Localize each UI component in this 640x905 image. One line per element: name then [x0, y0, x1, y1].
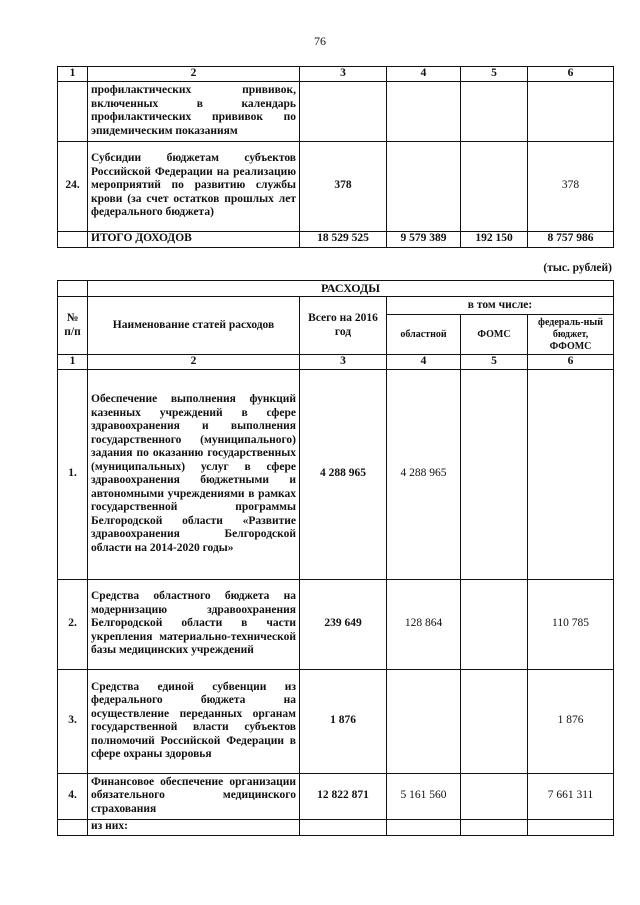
cell-foms: 192 150: [461, 231, 528, 247]
table-row: [58, 819, 614, 835]
col-number: 4: [387, 67, 461, 82]
cell-regional: 9 579 389: [387, 231, 461, 247]
table-row: [58, 579, 614, 669]
header-total: Всего на 2016 год: [300, 297, 387, 355]
cell-total: 239 649: [300, 579, 387, 669]
cell-foms: [461, 141, 528, 231]
cell-regional: [387, 141, 461, 231]
cell-federal: 8 757 986: [528, 231, 614, 247]
row-number: 2.: [58, 579, 88, 669]
col-number: 6: [528, 355, 614, 370]
row-number: [58, 231, 88, 247]
cell-federal: 378: [528, 141, 614, 231]
cell-total: [300, 819, 387, 835]
col-number: 3: [300, 67, 387, 82]
item-name: Средства областного бюджета на модернизацию здравоохранения Белгородской области в части укрепления материально-технической базы медицинских учреждений: [88, 579, 300, 669]
income-table: [57, 66, 614, 248]
row-number: 24.: [58, 141, 88, 231]
page-number: 76: [314, 34, 326, 48]
cell-total: [300, 81, 387, 141]
of-which-label: из них:: [88, 819, 300, 835]
col-number: 4: [387, 355, 461, 370]
cell-regional: 5 161 560: [387, 773, 461, 819]
total-row: [58, 231, 614, 247]
cell-total: 12 822 871: [300, 773, 387, 819]
cell-regional: 128 864: [387, 579, 461, 669]
row-number: [58, 81, 88, 141]
item-name: Субсидии бюджетам субъектов Российской Федерации на реализацию мероприятий по развитию службы крови (за счет остатков прошлых лет федерального бюджета): [88, 141, 300, 231]
cell-federal: 7 661 311: [528, 773, 614, 819]
table-row: [58, 669, 614, 773]
col-number: 5: [461, 67, 528, 82]
cell-foms: [461, 579, 528, 669]
col-number: 2: [88, 355, 300, 370]
item-name: Средства единой субвенции из федерального бюджета на осуществление переданных органам государственной власти субъектов полномочий Российской Федерации в сфере охраны здоровья: [88, 669, 300, 773]
header-including: в том числе:: [387, 297, 614, 315]
item-name: Обеспечение выполнения функций казенных учреждений в сфере здравоохранения и выполнения государственного (муниципального) задания по оказанию государственных (муниципальных) услуг в сфере здравоохранения бюджетными и автономными учреждениями в рамках государственной программы Белгородской области «Развитие здравоохранения Белгородской области на 2014-2020 годы»: [88, 369, 300, 579]
cell-federal: [528, 369, 614, 579]
table-row: [58, 141, 614, 231]
row-number: 1.: [58, 369, 88, 579]
row-number: [58, 819, 88, 835]
cell-federal: [528, 819, 614, 835]
header-num: № п/п: [58, 297, 88, 355]
row-number: 4.: [58, 773, 88, 819]
header-name: Наименование статей расходов: [88, 297, 300, 355]
col-number: 5: [461, 355, 528, 370]
total-label: ИТОГО ДОХОДОВ: [88, 231, 300, 247]
col-number: 6: [528, 67, 614, 82]
header-row: [58, 297, 614, 315]
col-number: 2: [88, 67, 300, 82]
expense-table: [57, 280, 614, 836]
cell-regional: [387, 819, 461, 835]
cell-foms: [461, 819, 528, 835]
row-number: 3.: [58, 669, 88, 773]
table-row: [58, 369, 614, 579]
header-regional: областной: [387, 315, 461, 355]
header-foms: ФОМС: [461, 315, 528, 355]
cell-foms: [461, 369, 528, 579]
item-name: Финансовое обеспечение организации обязательного медицинского страхования: [88, 773, 300, 819]
units-note: (тыс. рублей): [543, 262, 612, 274]
item-name: профилактических прививок, включенных в календарь профилактических прививок по эпидемическим показаниям: [88, 81, 300, 141]
table-row: [58, 773, 614, 819]
header-federal: федераль-ный бюджет, ФФОМС: [528, 315, 614, 355]
cell-regional: 4 288 965: [387, 369, 461, 579]
table-row: [58, 81, 614, 141]
section-title: РАСХОДЫ: [88, 281, 614, 297]
col-number: 1: [58, 355, 88, 370]
cell-foms: [461, 81, 528, 141]
section-title-row: [58, 281, 614, 297]
cell-federal: [528, 81, 614, 141]
cell-foms: [461, 773, 528, 819]
cell-total: 378: [300, 141, 387, 231]
cell-total: 4 288 965: [300, 369, 387, 579]
cell-federal: 110 785: [528, 579, 614, 669]
column-numbers-row: [58, 67, 614, 82]
cell-foms: [461, 669, 528, 773]
column-numbers-row: [58, 355, 614, 370]
col-number: 3: [300, 355, 387, 370]
col-number: 1: [58, 67, 88, 82]
section-title-spacer: [58, 281, 88, 297]
cell-total: 18 529 525: [300, 231, 387, 247]
cell-total: 1 876: [300, 669, 387, 773]
cell-federal: 1 876: [528, 669, 614, 773]
cell-regional: [387, 669, 461, 773]
cell-regional: [387, 81, 461, 141]
